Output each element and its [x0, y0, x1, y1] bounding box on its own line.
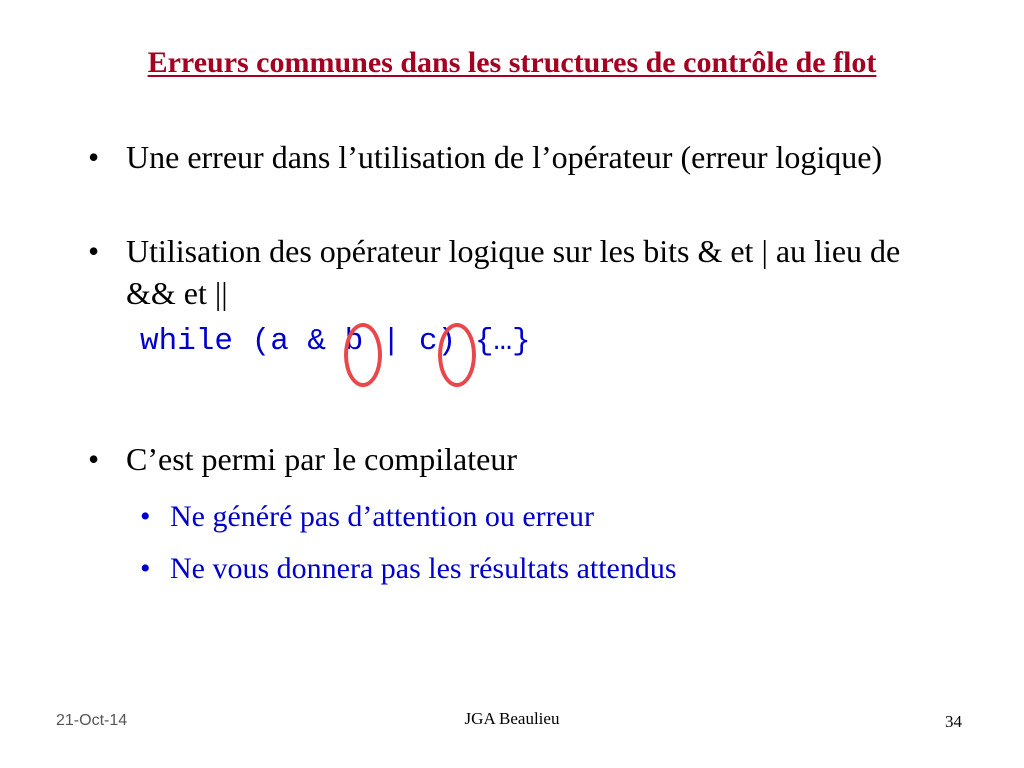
bullet-marker: • — [88, 139, 100, 175]
footer-author: JGA Beaulieu — [464, 709, 560, 728]
sub-bullet-text: Ne généré pas d’attention ou erreur — [170, 500, 594, 533]
highlight-circle-pipe — [438, 323, 476, 387]
code-snippet: while (a & b | c) {…} — [140, 324, 531, 359]
sub-bullet-marker: • — [140, 552, 151, 585]
page-number: 34 — [945, 712, 962, 731]
sub-bullet-text: Ne vous donnera pas les résultats attendus — [170, 552, 677, 585]
highlight-circle-ampersand — [344, 323, 382, 387]
bullet-text: Utilisation des opérateur logique sur les bits & et | au lieu de && et || — [126, 233, 901, 311]
bullet-marker: • — [88, 441, 100, 477]
bullet-marker: • — [88, 233, 100, 269]
sub-bullet-marker: • — [140, 500, 151, 533]
bullet-text: C’est permi par le compilateur — [126, 441, 517, 477]
footer-date: 21-Oct-14 — [56, 712, 128, 729]
bullet-text: Une erreur dans l’utilisation de l’opérateur (erreur logique) — [126, 139, 883, 175]
slide-title: Erreurs communes dans les structures de contrôle de flot — [147, 46, 877, 79]
